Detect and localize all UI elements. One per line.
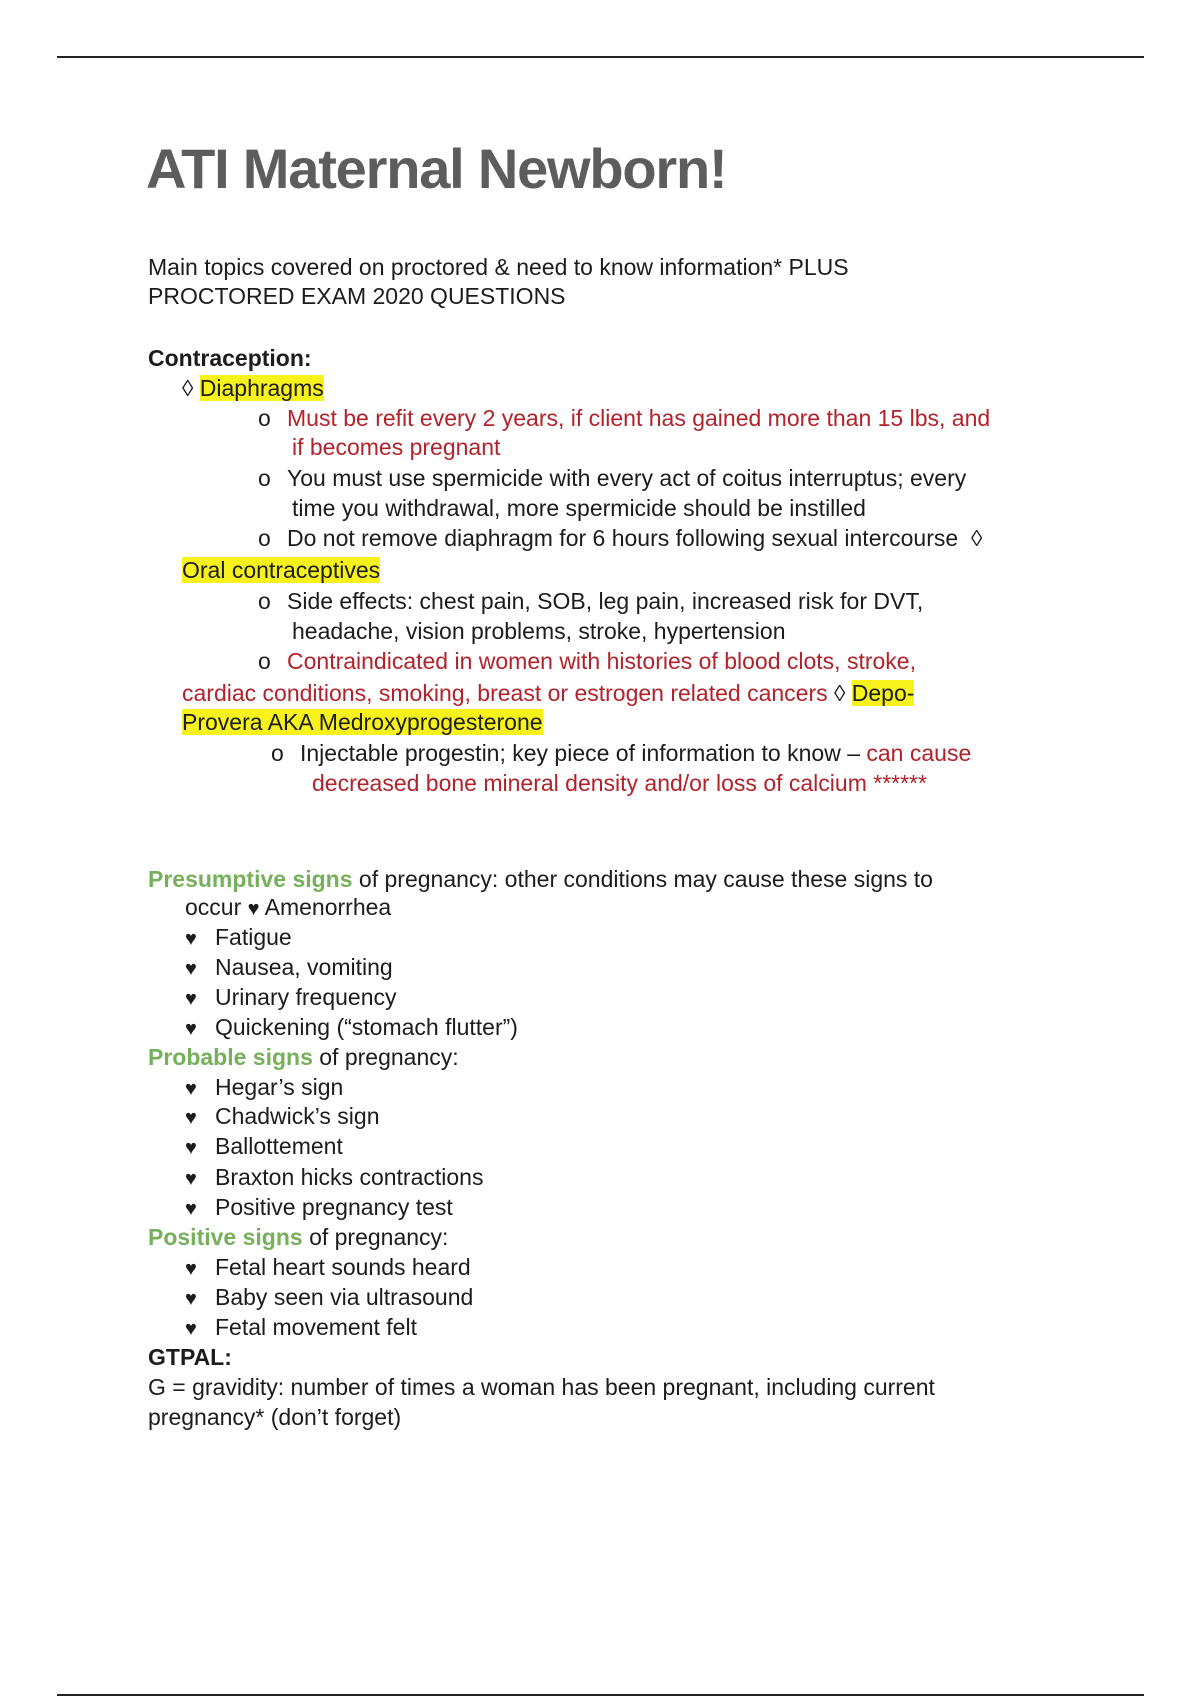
- bullet-o-icon: o: [258, 465, 271, 491]
- spermicide-text-cont: time you withdrawal, more spermicide should be instilled: [292, 495, 866, 521]
- injectable-text: Injectable progestin; key piece of information to know –: [300, 740, 860, 766]
- presumptive-line: [148, 864, 933, 894]
- heart-icon: ♥: [185, 1198, 197, 1220]
- depo-bullet-1: [271, 738, 971, 768]
- heart-icon: ♥: [185, 1288, 197, 1310]
- heart-icon: ♥: [247, 898, 260, 920]
- bottom-rule: [57, 1694, 1144, 1696]
- heart-icon: ♥: [185, 988, 197, 1010]
- heart-icon: ♥: [185, 1258, 197, 1280]
- positive-line: [148, 1222, 448, 1252]
- diaphragm-bullet-3: [258, 523, 982, 553]
- depo-label-cont: Provera AKA Medroxyprogesterone: [182, 709, 543, 735]
- presumptive-line-2: [185, 892, 391, 924]
- presumptive-rest-cont: occur: [185, 894, 242, 920]
- list-item: ♥ Positive pregnancy test: [185, 1192, 453, 1224]
- can-cause-text: can cause: [866, 740, 972, 766]
- diaphragm-refit-text-cont: if becomes pregnant: [292, 434, 501, 460]
- document-title: ATI Maternal Newborn!: [146, 137, 727, 200]
- list-item: ♥ Braxton hicks contractions: [185, 1162, 483, 1194]
- oral-bullet-2: [258, 646, 916, 676]
- heart-icon: ♥: [185, 1078, 197, 1100]
- oral-contraceptives-label: Oral contraceptives: [182, 557, 381, 583]
- side-effects-text: Side effects: chest pain, SOB, leg pain, increased risk for DVT,: [287, 588, 924, 614]
- heart-icon: ♥: [185, 1107, 197, 1129]
- bone-density-text: decreased bone mineral density and/or loss of calcium ******: [312, 770, 927, 796]
- probable-rest: of pregnancy:: [319, 1044, 459, 1070]
- oral-bullet-1: [258, 586, 923, 616]
- amenorrhea-text: Amenorrhea: [264, 894, 392, 920]
- probable-line: [148, 1042, 459, 1072]
- gtpal-heading: GTPAL:: [148, 1344, 232, 1370]
- list-item: ♥ Nausea, vomiting: [185, 952, 393, 984]
- diaphragm-bullet-2: [258, 463, 966, 493]
- intro-line-2: PROCTORED EXAM 2020 QUESTIONS: [148, 283, 566, 309]
- probable-label: Probable signs: [148, 1044, 313, 1070]
- diaphragm-bullet-1: [258, 403, 990, 433]
- depo-label: Depo-: [851, 680, 915, 706]
- diamond-icon: ◊: [182, 375, 194, 401]
- diamond-icon: ◊: [970, 525, 983, 551]
- bullet-o-icon: o: [258, 588, 271, 614]
- presumptive-rest: of pregnancy: other conditions may cause these signs to: [358, 866, 933, 892]
- intro-line-1: Main topics covered on proctored & need to know information* PLUS: [148, 254, 849, 280]
- list-item: ♥ Fetal heart sounds heard: [185, 1252, 471, 1284]
- contraindicated-text: Contraindicated in women with histories of blood clots, stroke,: [287, 648, 916, 674]
- heart-icon: ♥: [185, 1137, 197, 1159]
- list-item: ♥ Hegar’s sign: [185, 1072, 343, 1104]
- presumptive-label: Presumptive signs: [148, 866, 353, 892]
- list-item: ♥ Baby seen via ultrasound: [185, 1282, 473, 1314]
- heart-icon: ♥: [185, 1168, 197, 1190]
- bullet-o-icon: o: [258, 405, 271, 431]
- list-item: ♥ Fatigue: [185, 922, 292, 954]
- gtpal-line-1: G = gravidity: number of times a woman has been pregnant, including current: [148, 1374, 935, 1400]
- contraindicated-and-depo-line: [182, 678, 914, 708]
- diamond-icon: ◊: [834, 680, 846, 706]
- list-item: ♥ Ballottement: [185, 1131, 343, 1163]
- heart-icon: ♥: [185, 928, 197, 950]
- positive-label: Positive signs: [148, 1224, 303, 1250]
- gtpal-line-2: pregnancy* (don’t forget): [148, 1404, 402, 1430]
- list-item: ♥ Urinary frequency: [185, 982, 397, 1014]
- bullet-o-icon: o: [271, 740, 284, 766]
- depo-label-line-2: [182, 707, 543, 737]
- heart-icon: ♥: [185, 1318, 197, 1340]
- side-effects-text-cont: headache, vision problems, stroke, hypertension: [292, 618, 786, 644]
- spermicide-text: You must use spermicide with every act of coitus interruptus; every: [287, 465, 967, 491]
- list-item: ♥ Fetal movement felt: [185, 1312, 417, 1344]
- do-not-remove-text: Do not remove diaphragm for 6 hours following sexual intercourse: [287, 525, 959, 551]
- contraception-heading: Contraception:: [148, 345, 312, 371]
- contraindicated-text-cont: cardiac conditions, smoking, breast or estrogen related cancers: [182, 680, 828, 706]
- list-item: ♥ Chadwick’s sign: [185, 1101, 379, 1133]
- diaphragm-refit-text: Must be refit every 2 years, if client has gained more than 15 lbs, and: [287, 405, 991, 431]
- heart-icon: ♥: [185, 1018, 197, 1040]
- oral-contraceptives-item: [182, 555, 380, 585]
- bullet-o-icon: o: [258, 525, 271, 551]
- bullet-o-icon: o: [258, 648, 271, 674]
- positive-rest: of pregnancy:: [309, 1224, 449, 1250]
- list-item: ♥ Quickening (“stomach flutter”): [185, 1012, 518, 1044]
- heart-icon: ♥: [185, 958, 197, 980]
- diaphragms-item: [182, 373, 324, 403]
- top-rule: [57, 56, 1144, 58]
- diaphragms-label: Diaphragms: [199, 375, 324, 401]
